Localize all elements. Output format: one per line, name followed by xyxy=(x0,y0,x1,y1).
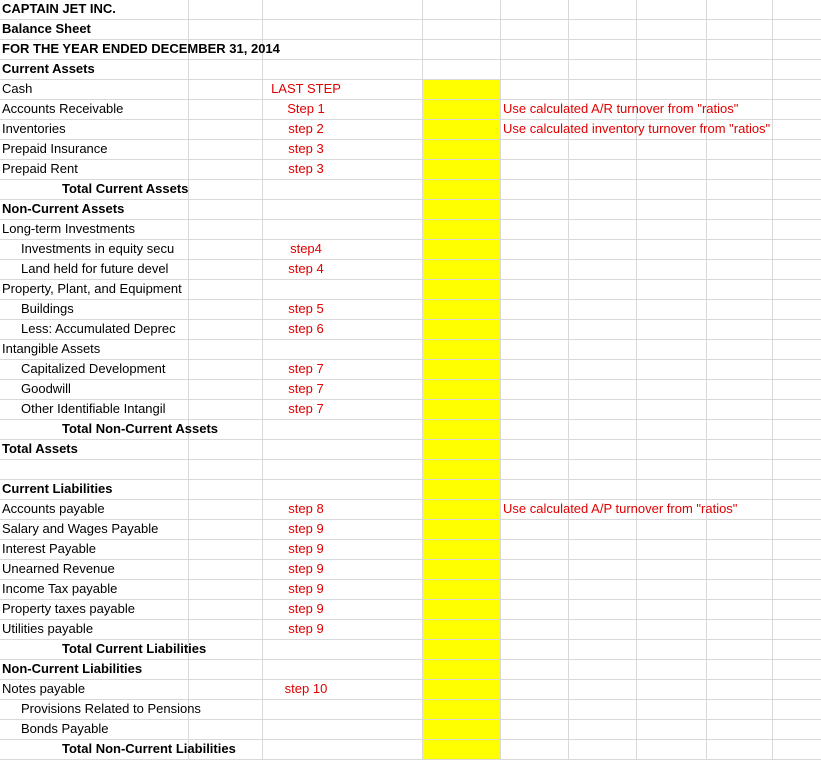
step-cell[interactable]: step 3 xyxy=(288,141,324,156)
step-cell[interactable]: step 3 xyxy=(288,161,324,176)
step-cell[interactable]: step 9 xyxy=(288,601,324,616)
row-label[interactable]: Prepaid Rent xyxy=(2,161,78,176)
step-cell[interactable]: step 7 xyxy=(288,401,324,416)
row-label[interactable]: Goodwill xyxy=(21,381,71,396)
row-label[interactable]: Salary and Wages Payable xyxy=(2,521,159,536)
step-cell[interactable]: step 6 xyxy=(288,321,324,336)
step-cell[interactable]: step 4 xyxy=(288,261,324,276)
row-label[interactable]: Inventories xyxy=(2,121,66,136)
row-label[interactable]: Unearned Revenue xyxy=(2,561,115,576)
column-gridline xyxy=(500,0,501,760)
step-cell[interactable]: step 9 xyxy=(288,621,324,636)
row-label[interactable]: Current Assets xyxy=(2,61,95,76)
row-label[interactable] xyxy=(2,459,400,479)
row-label[interactable]: Current Liabilities xyxy=(2,481,113,496)
row-label[interactable]: Other Identifiable Intangil xyxy=(21,401,166,416)
row-label[interactable]: Long-term Investments xyxy=(2,221,135,236)
row-label[interactable]: FOR THE YEAR ENDED DECEMBER 31, 2014 xyxy=(2,41,280,56)
row-label[interactable]: Capitalized Development xyxy=(21,361,166,376)
row-label[interactable]: Prepaid Insurance xyxy=(2,141,108,156)
row-label[interactable]: Income Tax payable xyxy=(2,581,118,596)
column-gridline xyxy=(422,0,423,760)
row-label[interactable]: Property, Plant, and Equipment xyxy=(2,281,182,296)
row-label[interactable]: Less: Accumulated Deprec xyxy=(21,321,176,336)
step-cell[interactable]: step 7 xyxy=(288,381,324,396)
row-label[interactable]: Non-Current Liabilities xyxy=(2,661,143,676)
step-cell[interactable]: step 7 xyxy=(288,361,324,376)
row-label[interactable]: Total Assets xyxy=(2,441,78,456)
step-cell[interactable]: LAST STEP xyxy=(271,81,341,96)
row-label[interactable]: Utilities payable xyxy=(2,621,94,636)
row-label[interactable]: Total Current Liabilities xyxy=(62,641,207,656)
row-label[interactable]: Property taxes payable xyxy=(2,601,135,616)
step-cell[interactable]: step 9 xyxy=(288,581,324,596)
row-label[interactable]: Land held for future devel xyxy=(21,261,169,276)
row-label[interactable]: Bonds Payable xyxy=(21,721,109,736)
step-cell[interactable]: step 9 xyxy=(288,561,324,576)
row-label[interactable]: Cash xyxy=(2,81,33,96)
row-label[interactable]: Interest Payable xyxy=(2,541,96,556)
step-cell[interactable]: step 2 xyxy=(288,121,324,136)
row-label[interactable]: Investments in equity secu xyxy=(21,241,175,256)
step-cell[interactable]: step 9 xyxy=(288,541,324,556)
step-cell[interactable]: Step 1 xyxy=(287,101,325,116)
row-label[interactable]: Balance Sheet xyxy=(2,21,91,36)
note-cell[interactable]: Use calculated A/P turnover from "ratios" xyxy=(503,501,738,516)
row-label[interactable]: Accounts Receivable xyxy=(2,101,124,116)
row-label[interactable]: Intangible Assets xyxy=(2,341,101,356)
row-label[interactable]: Total Non-Current Assets xyxy=(62,421,219,436)
row-label[interactable]: Total Current Assets xyxy=(62,181,189,196)
row-label[interactable]: CAPTAIN JET INC. xyxy=(2,1,116,16)
step-cell[interactable]: step 10 xyxy=(284,681,328,696)
row-label[interactable]: Accounts payable xyxy=(2,501,105,516)
step-cell[interactable]: step 8 xyxy=(288,501,324,516)
step-cell[interactable]: step 9 xyxy=(288,521,324,536)
step-cell[interactable]: step4 xyxy=(290,241,322,256)
note-cell[interactable]: Use calculated inventory turnover from "ratios" xyxy=(503,121,771,136)
row-label[interactable]: Non-Current Assets xyxy=(2,201,125,216)
row-label[interactable]: Provisions Related to Pensions xyxy=(21,701,201,716)
row-label[interactable]: Total Non-Current Liabilities xyxy=(62,741,236,756)
row-label[interactable]: Buildings xyxy=(21,301,74,316)
note-cell[interactable]: Use calculated A/R turnover from "ratios" xyxy=(503,101,739,116)
row-label[interactable]: Notes payable xyxy=(2,681,86,696)
step-cell[interactable]: step 5 xyxy=(288,301,324,316)
